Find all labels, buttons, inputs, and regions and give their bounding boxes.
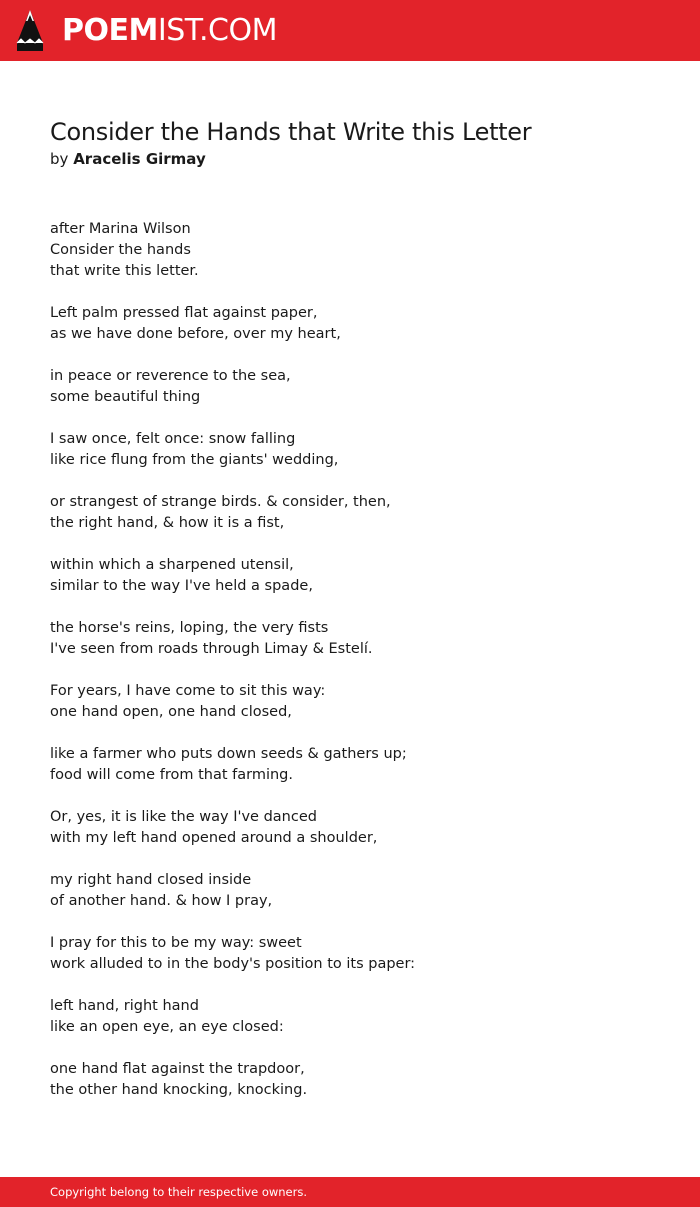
site-logo-text bbox=[62, 13, 277, 49]
poem-line: some beautiful thing bbox=[50, 389, 201, 405]
poem-byline bbox=[50, 149, 206, 169]
poem-line: that write this letter. bbox=[50, 263, 199, 279]
byline-prefix: by bbox=[50, 150, 69, 168]
poem-line: within which a sharpened utensil, bbox=[50, 557, 294, 573]
site-footer bbox=[0, 1177, 700, 1207]
poem-line: I've seen from roads through Limay & Estelí. bbox=[50, 641, 373, 657]
poem-title: Consider the Hands that Write this Letter bbox=[50, 118, 532, 146]
poem-author: Aracelis Girmay bbox=[73, 150, 206, 168]
poem-line: or strangest of strange birds. & consider, then, bbox=[50, 494, 391, 510]
poem-line: in peace or reverence to the sea, bbox=[50, 368, 291, 384]
logo-light-text: IST.COM bbox=[157, 13, 277, 48]
poem-line: as we have done before, over my heart, bbox=[50, 326, 341, 342]
poem-line: food will come from that farming. bbox=[50, 767, 293, 783]
poem-stanza bbox=[50, 996, 670, 1038]
poem-line: I pray for this to be my way: sweet bbox=[50, 935, 302, 951]
poem-line: after Marina Wilson bbox=[50, 221, 191, 237]
poem-stanza bbox=[50, 1059, 670, 1101]
poem-line: one hand flat against the trapdoor, bbox=[50, 1061, 305, 1077]
poem-line: like an open eye, an eye closed: bbox=[50, 1019, 284, 1035]
poem-line: like rice flung from the giants' wedding, bbox=[50, 452, 339, 468]
poem-line: the horse's reins, loping, the very fists bbox=[50, 620, 329, 636]
poem-stanza bbox=[50, 870, 670, 912]
poem-stanza bbox=[50, 555, 670, 597]
poem-stanza bbox=[50, 303, 670, 345]
pencil-icon bbox=[16, 9, 44, 51]
poem-stanza bbox=[50, 744, 670, 786]
poem-stanza bbox=[50, 933, 670, 975]
poem-body bbox=[50, 219, 670, 1122]
poem-line: with my left hand opened around a shoulder, bbox=[50, 830, 378, 846]
poem-line: the right hand, & how it is a fist, bbox=[50, 515, 285, 531]
poem-line: left hand, right hand bbox=[50, 998, 199, 1014]
logo-bold-text: POEM bbox=[62, 13, 158, 48]
poem-line: one hand open, one hand closed, bbox=[50, 704, 292, 720]
poem-line: For years, I have come to sit this way: bbox=[50, 683, 326, 699]
poem-stanza bbox=[50, 681, 670, 723]
poem-line: I saw once, felt once: snow falling bbox=[50, 431, 296, 447]
poem-line: my right hand closed inside bbox=[50, 872, 252, 888]
poem-line: work alluded to in the body's position to its paper: bbox=[50, 956, 416, 972]
poem-stanza bbox=[50, 429, 670, 471]
poem-stanza bbox=[50, 492, 670, 534]
poem-line: Consider the hands bbox=[50, 242, 191, 258]
footer-copyright: Copyright belong to their respective owners. bbox=[50, 1185, 308, 1199]
poem-line: the other hand knocking, knocking. bbox=[50, 1082, 308, 1098]
poem-stanza bbox=[50, 618, 670, 660]
poem-line: Left palm pressed flat against paper, bbox=[50, 305, 318, 321]
poem-stanza bbox=[50, 807, 670, 849]
poem-line: Or, yes, it is like the way I've danced bbox=[50, 809, 317, 825]
poem-line: similar to the way I've held a spade, bbox=[50, 578, 313, 594]
poem-stanza bbox=[50, 366, 670, 408]
poem-line: like a farmer who puts down seeds & gathers up; bbox=[50, 746, 407, 762]
poem-stanza bbox=[50, 219, 670, 282]
poem-line: of another hand. & how I pray, bbox=[50, 893, 273, 909]
site-header bbox=[0, 0, 700, 61]
